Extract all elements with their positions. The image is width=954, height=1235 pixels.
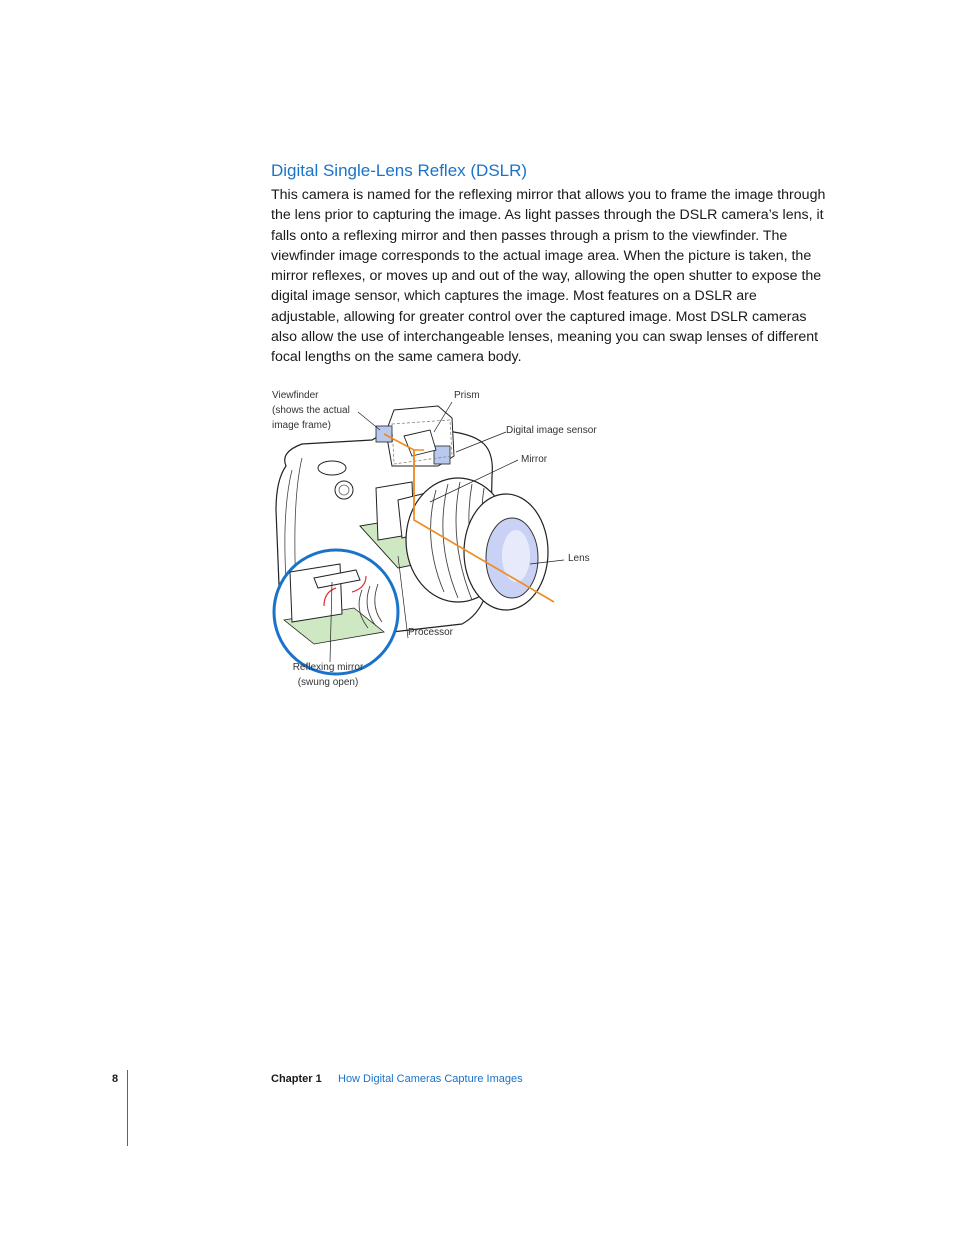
- inset-sensor: [290, 564, 342, 622]
- footer-rule: [127, 1070, 128, 1146]
- callout-processor: Processor: [408, 627, 454, 638]
- page-number: 8: [112, 1073, 119, 1085]
- section-heading: Digital Single-Lens Reflex (DSLR): [271, 161, 528, 180]
- callout-digital-image-sensor: Digital image sensor: [506, 425, 597, 436]
- callout-reflexing-mirror: Reflexing mirror (swung open): [292, 662, 364, 688]
- prism-glass: [434, 446, 450, 464]
- callout-viewfinder: Viewfinder (shows the actual image frame): [272, 390, 350, 431]
- dslr-diagram: [262, 380, 622, 700]
- section-paragraph: This camera is named for the reflexing mirror that allows you to frame the image through the lens prior to capturing the image. As light passes through the DSLR camera’s lens, it falls onto a reflexing mirror and then passes through a prism to the viewfinder. The viewfinder image corresponds to the actual image area. When the picture is taken, the mirror reflexes, or moves up and out of the way, allowing the open shutter to expose the digital image sensor, which captures the image. Most features on a DSLR are adjustable, allowing for greater control over the captured image. Most DSLR cameras also allow the use of interchangeable lenses, meaning you can swap lenses of different focal lengths on the same camera body.: [271, 187, 826, 366]
- mode-dial: [318, 461, 346, 475]
- shutter-button: [335, 481, 353, 499]
- callout-prism: Prism: [454, 390, 480, 401]
- leader-viewfinder: [358, 412, 380, 430]
- chapter-label: Chapter 1: [271, 1073, 322, 1085]
- chapter-title-link[interactable]: How Digital Cameras Capture Images: [338, 1073, 523, 1085]
- callout-lens: Lens: [568, 553, 590, 564]
- callout-mirror: Mirror: [521, 454, 548, 465]
